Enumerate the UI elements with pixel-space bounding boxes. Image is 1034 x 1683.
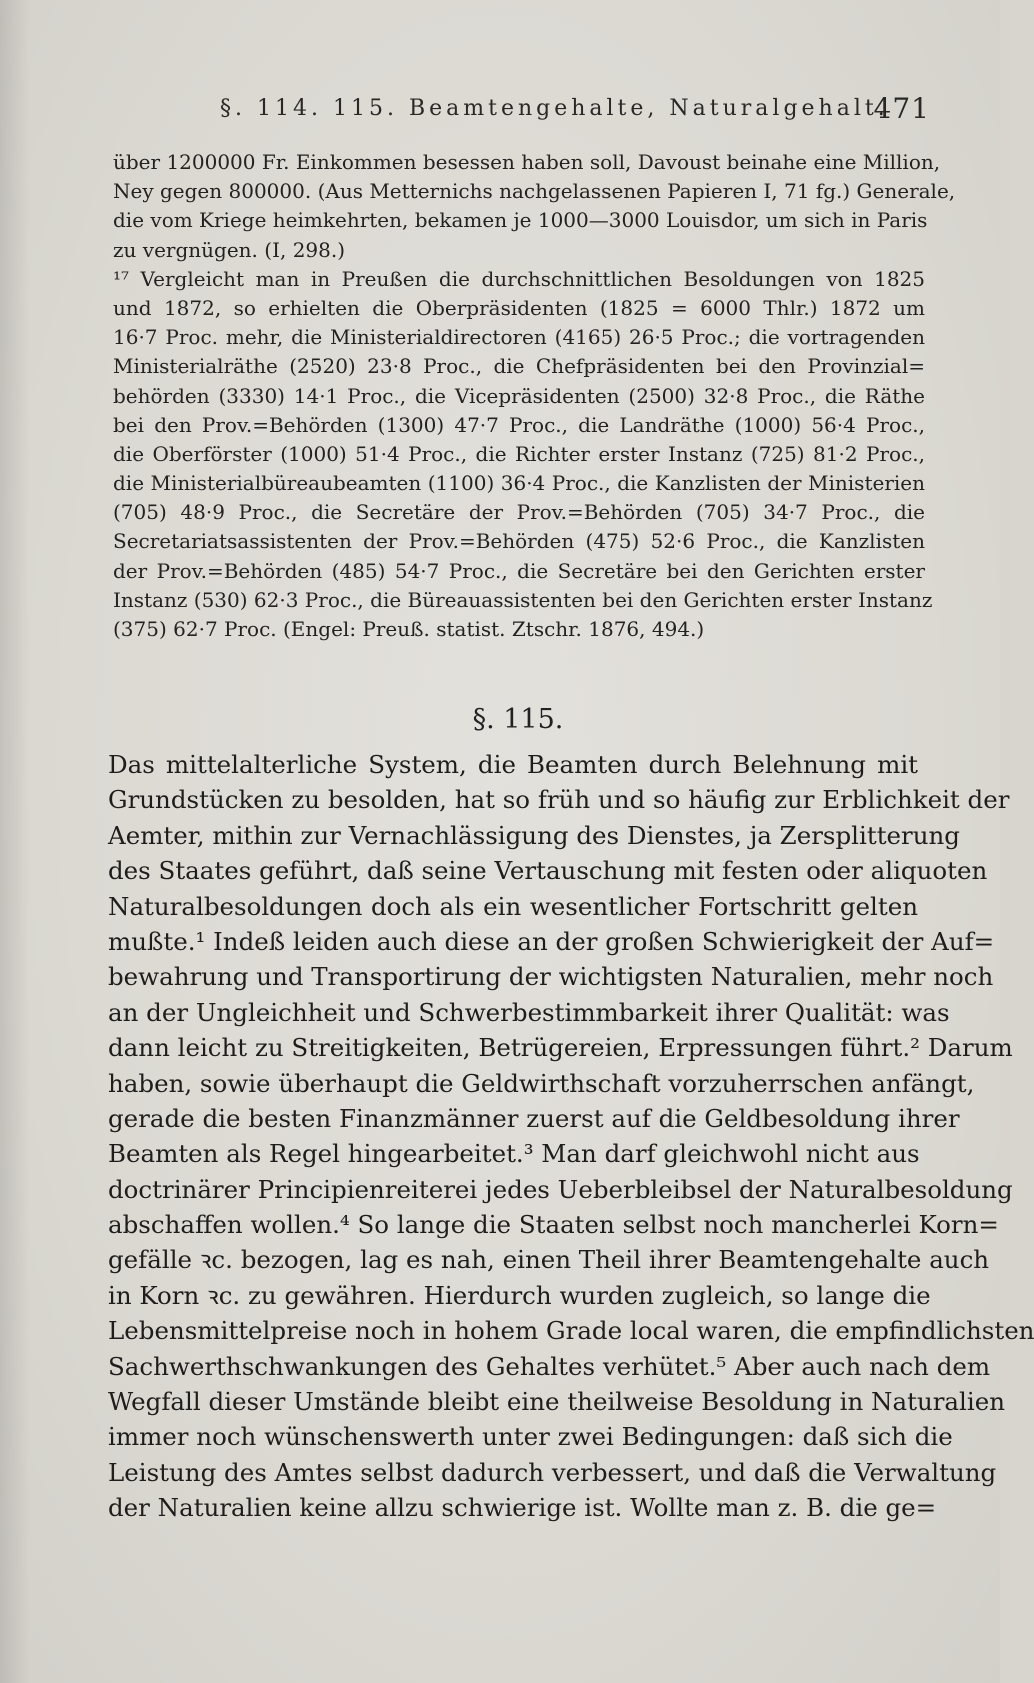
body-line: immer noch wünschenswerth unter zwei Bedingungen: daß sich die [108, 1422, 953, 1452]
body-line: dann leicht zu Streitigkeiten, Betrügereien, Erpressungen führt.² Darum [108, 1033, 1013, 1063]
body-line: Das mittelalterliche System, die Beamten durch Belehnung mit [108, 750, 918, 779]
footnote-line: die Oberförster (1000) 51·4 Proc., die Richter erster Instanz (725) 81·2 Proc., [113, 441, 925, 466]
footnote-line: behörden (3330) 14·1 Proc., die Vicepräsidenten (2500) 32·8 Proc., die Räthe [113, 383, 925, 408]
body-line: Sachwerthschwankungen des Gehaltes verhütet.⁵ Aber auch nach dem [108, 1351, 991, 1381]
footnote-line: zu vergnügen. (I, 298.) [113, 237, 346, 262]
section-title: §. 115. [472, 704, 564, 735]
footnote-line: die vom Kriege heimkehrten, bekamen je 1000—3000 Louisdor, um sich in Paris [113, 208, 928, 233]
body-line: in Korn ꝛc. zu gewähren. Hierdurch wurden zugleich, so lange die [108, 1280, 931, 1310]
body-line: des Staates geführt, daß seine Vertauschung mit festen oder aliquoten [108, 856, 988, 886]
body-line: abschaffen wollen.⁴ So lange die Staaten selbst noch mancherlei Korn= [108, 1210, 999, 1240]
body-line: bewahrung und Transportirung der wichtigsten Naturalien, mehr noch [108, 962, 994, 992]
body-line: Aemter, mithin zur Vernachlässigung des Dienstes, ja Zersplitterung [108, 820, 960, 850]
body-line: Lebensmittelpreise noch in hohem Grade local waren, die empfindlichsten [108, 1316, 1034, 1346]
page-header [110, 92, 930, 132]
footnote-line: der Prov.=Behörden (485) 54·7 Proc., die Secretäre bei den Gerichten erster [113, 558, 925, 583]
footnote-line: (705) 48·9 Proc., die Secretäre der Prov.=Behörden (705) 34·7 Proc., die [113, 500, 925, 525]
footnote-line: über 1200000 Fr. Einkommen besessen haben soll, Davoust beinahe eine Million, [113, 150, 941, 174]
footnote-line: Secretariatsassistenten der Prov.=Behörden (475) 52·6 Proc., die Kanzlisten [113, 529, 925, 554]
footnote-line: Ney gegen 800000. (Aus Metternichs nachgelassenen Papieren I, 71 fg.) Generale, [113, 179, 956, 204]
body-line: Beamten als Regel hingearbeitet.³ Man darf gleichwohl nicht aus [108, 1139, 920, 1169]
footnote-line: die Ministerialbüreaubeamten (1100) 36·4 Proc., die Kanzlisten der Ministerien [113, 471, 925, 496]
footnote-line: ¹⁷ Vergleicht man in Preußen die durchschnittlichen Besoldungen von 1825 [113, 266, 925, 291]
footnote-block [113, 148, 956, 644]
body-line: mußte.¹ Indeß leiden auch diese an der großen Schwierigkeit der Auf= [108, 926, 995, 956]
footnote-line: (375) 62·7 Proc. (Engel: Preuß. statist. Ztschr. 1876, 494.) [113, 617, 705, 641]
footnote-line: bei den Prov.=Behörden (1300) 47·7 Proc., die Landräthe (1000) 56·4 Proc., [113, 412, 925, 437]
body-line: gerade die besten Finanzmänner zuerst auf die Geldbesoldung ihrer [108, 1103, 960, 1133]
body-line: Leistung des Amtes selbst dadurch verbessert, und daß die Verwaltung [108, 1457, 997, 1487]
body-line: Grundstücken zu besolden, hat so früh und so häufig zur Erblichkeit der [108, 785, 1010, 815]
body-paragraph [108, 747, 1034, 1526]
footnote-line: Instanz (530) 62·3 Proc., die Büreauassistenten bei den Gerichten erster Instanz [113, 587, 933, 612]
gutter-shadow [0, 0, 30, 1683]
body-line: Naturalbesoldungen doch als ein wesentlicher Fortschritt gelten [108, 891, 918, 921]
footnote-line: und 1872, so erhielten die Oberpräsidenten (1825 = 6000 Thlr.) 1872 um [113, 295, 925, 320]
body-line: an der Ungleichheit und Schwerbestimmbarkeit ihrer Qualität: was [108, 997, 950, 1027]
body-line: haben, sowie überhaupt die Geldwirthschaft vorzuherrschen anfängt, [108, 1068, 975, 1098]
page-number: 471 [873, 92, 930, 125]
body-line: der Naturalien keine allzu schwierige ist. Wollte man z. B. die ge= [108, 1493, 937, 1523]
body-line: Wegfall dieser Umstände bleibt eine theilweise Besoldung in Naturalien [108, 1387, 1005, 1417]
footnote-line: 16·7 Proc. mehr, die Ministerialdirectoren (4165) 26·5 Proc.; die vortragenden [113, 325, 925, 350]
running-head: §. 114. 115. Beamtengehalte, Naturalgehalt. [220, 96, 889, 121]
body-line: doctrinärer Principienreiterei jedes Ueberbleibsel der Naturalbesoldung [108, 1174, 1013, 1204]
body-line: gefälle ꝛc. bezogen, lag es nah, einen Theil ihrer Beamtengehalte auch [108, 1245, 990, 1275]
footnote-line: Ministerialräthe (2520) 23·8 Proc., die Chefpräsidenten bei den Provinzial= [113, 354, 925, 379]
